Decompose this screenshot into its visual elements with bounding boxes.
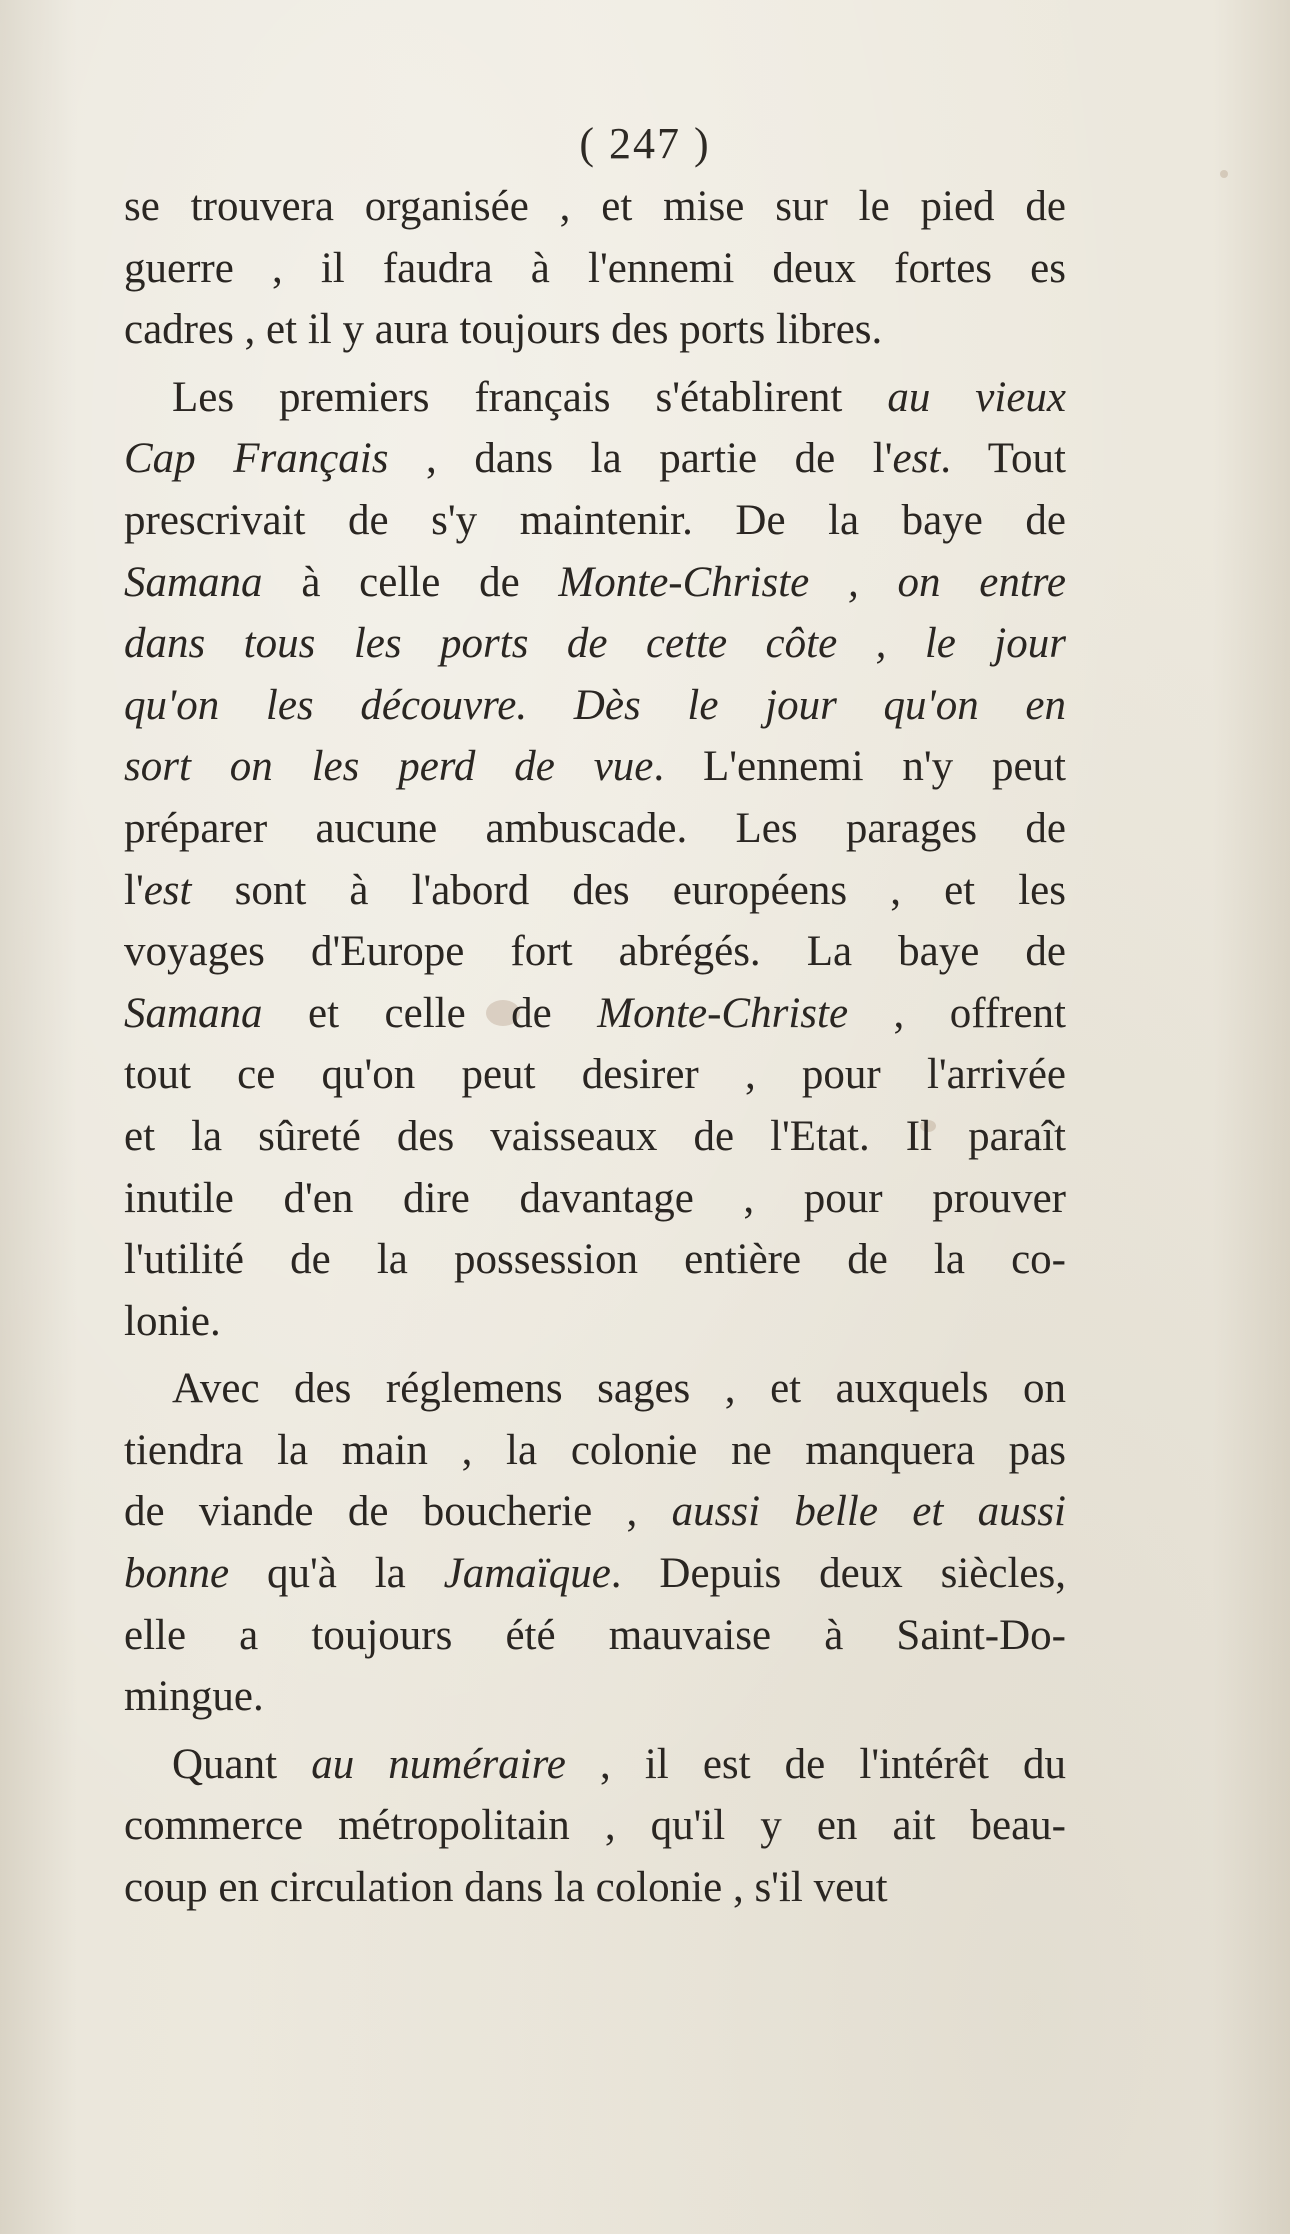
italic-run: Samana: [124, 558, 263, 606]
text-run: l'utilité de la possession entière de la co-: [124, 1236, 1066, 1284]
text-run: , offrent: [848, 989, 1066, 1037]
text-run: tiendra la main , la colonie ne manquera pas: [124, 1426, 1066, 1474]
text-run: se trouvera organisée , et mise sur le pied de: [124, 183, 1066, 230]
italic-run: Monte-Christe: [597, 989, 849, 1037]
paragraph: [124, 1734, 1066, 1919]
text-run: Les premiers français s'établirent: [172, 373, 888, 421]
italic-run: dans tous les ports de cette côte , le jour: [124, 620, 1066, 668]
text-line: [124, 1666, 1066, 1728]
text-line: [124, 299, 1066, 361]
text-run: . Tout: [940, 435, 1066, 483]
text-run: . Depuis deux siècles,: [610, 1550, 1066, 1598]
italic-run: est: [143, 866, 192, 914]
italic-run: bonne: [124, 1550, 230, 1598]
italic-run: Cap Français: [124, 435, 389, 483]
text-line: [124, 1358, 1066, 1420]
text-run: coup en circulation dans la colonie , s'il veut: [124, 1864, 888, 1912]
text-run: de viande de boucherie ,: [124, 1488, 672, 1536]
body-text: [124, 176, 1066, 1919]
text-run: Quant: [172, 1740, 312, 1788]
text-run: tout ce qu'on peut desirer , pour l'arrivée: [124, 1051, 1066, 1099]
text-line: [124, 367, 1066, 429]
paragraph: [124, 176, 1066, 361]
italic-run: au vieux: [887, 373, 1066, 421]
italic-run: Samana: [124, 989, 263, 1037]
italic-run: Monte-Christe , on entre: [558, 558, 1066, 606]
text-run: inutile d'en dire davantage , pour prouver: [124, 1174, 1066, 1222]
page-number: ( 247 ): [579, 119, 711, 168]
paragraph: [124, 1358, 1066, 1728]
text-run: . L'ennemi n'y peut: [653, 743, 1066, 791]
italic-run: sort on les perd de vue: [124, 743, 654, 791]
text-run: sont à l'abord des européens , et les: [191, 866, 1066, 914]
text-line: [124, 1106, 1066, 1168]
italic-run: aussi belle et aussi: [671, 1488, 1066, 1536]
text-line: [124, 1857, 1066, 1919]
text-run: Avec des réglemens sages , et auxquels on: [172, 1365, 1066, 1413]
text-line: [124, 176, 1066, 238]
text-run: à celle de: [262, 558, 559, 606]
text-line: [124, 860, 1066, 922]
text-run: préparer aucune ambuscade. Les parages de: [124, 804, 1066, 852]
text-run: elle a toujours été mauvaise à Saint-Do-: [124, 1611, 1066, 1659]
text-run: voyages d'Europe fort abrégés. La baye de: [124, 928, 1066, 976]
text-line: [124, 613, 1066, 675]
text-line: [124, 1605, 1066, 1667]
text-line: [124, 1291, 1066, 1353]
text-line: [124, 675, 1066, 737]
text-run: qu'à la: [229, 1550, 444, 1598]
text-run: cadres , et il y aura toujours des ports libres.: [124, 306, 883, 354]
text-line: [124, 798, 1066, 860]
paper-stain: [1220, 170, 1228, 178]
text-line: [124, 1795, 1066, 1857]
text-line: [124, 1420, 1066, 1482]
text-line: [124, 1543, 1066, 1605]
text-run: commerce métropolitain , qu'il y en ait beau-: [124, 1802, 1066, 1850]
text-line: [124, 983, 1066, 1045]
text-line: [124, 1481, 1066, 1543]
text-line: [124, 490, 1066, 552]
text-line: [124, 1044, 1066, 1106]
text-line: [124, 238, 1066, 300]
text-run: lonie.: [124, 1297, 221, 1345]
text-run: et celle de: [262, 989, 598, 1037]
text-line: [124, 1229, 1066, 1291]
italic-run: qu'on les découvre. Dès le jour qu'on en: [124, 681, 1066, 729]
text-run: guerre , il faudra à l'ennemi deux fortes es: [124, 244, 1066, 292]
italic-run: Jamaïque: [443, 1550, 611, 1598]
text-run: l': [124, 866, 144, 914]
text-run: , dans la partie de l': [388, 435, 893, 483]
paragraph: [124, 367, 1066, 1353]
text-run: et la sûreté des vaisseaux de l'Etat. Il paraît: [124, 1112, 1066, 1160]
text-run: , il est de l'intérêt du: [565, 1740, 1066, 1788]
text-line: [124, 428, 1066, 490]
text-line: [124, 1168, 1066, 1230]
text-run: prescrivait de s'y maintenir. De la baye de: [124, 496, 1066, 544]
text-line: [124, 921, 1066, 983]
text-line: [124, 736, 1066, 798]
text-line: [124, 552, 1066, 614]
text-run: mingue.: [124, 1673, 264, 1721]
italic-run: est: [892, 435, 941, 483]
text-line: [124, 1734, 1066, 1796]
italic-run: au numéraire: [311, 1740, 566, 1788]
